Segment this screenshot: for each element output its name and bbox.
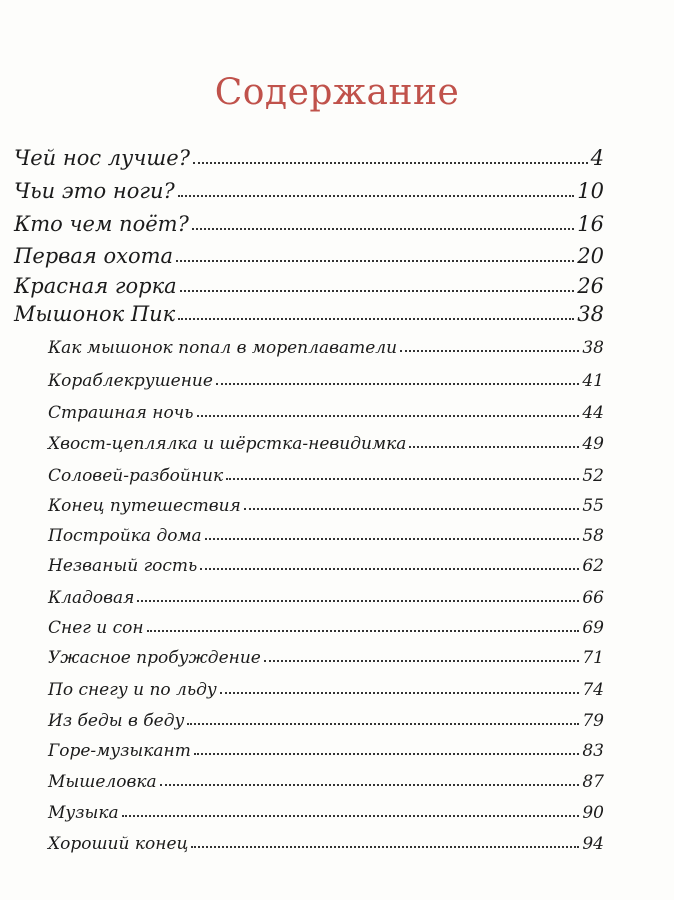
toc-entry-page-number: 55 xyxy=(582,496,604,516)
dot-leader xyxy=(200,568,579,570)
toc-entry xyxy=(48,424,604,454)
toc-entry xyxy=(48,824,604,854)
toc-entry-page-number: 71 xyxy=(582,648,604,668)
toc-entry-page-number: 74 xyxy=(582,680,604,700)
toc-entry-title: Хвост-цеплялка и шёрстка-невидимка xyxy=(48,434,407,454)
dot-leader xyxy=(400,350,579,352)
toc-entry xyxy=(14,296,604,326)
toc-entry xyxy=(14,206,604,236)
toc-entry-title: Как мышонок попал в мореплаватели xyxy=(48,338,398,358)
toc-entry xyxy=(14,173,604,203)
toc-entry xyxy=(48,546,604,576)
toc-entry-title: Кто чем поёт? xyxy=(14,212,189,236)
toc-entry-page-number: 62 xyxy=(582,556,604,576)
toc-entry-page-number: 90 xyxy=(582,803,604,823)
dot-leader xyxy=(226,478,579,480)
dot-leader xyxy=(122,815,580,817)
toc-entry xyxy=(48,608,604,638)
page-title: Содержание xyxy=(214,72,460,113)
toc-entry-title: Незваный гость xyxy=(48,556,198,576)
dot-leader xyxy=(176,260,574,262)
toc-entry-page-number: 20 xyxy=(577,244,604,268)
toc-entry xyxy=(48,393,604,423)
toc-entry-page-number: 52 xyxy=(582,466,604,486)
toc-entry-title: Чьи это ноги? xyxy=(14,179,175,203)
toc-entry-page-number: 16 xyxy=(577,212,604,236)
toc-entry xyxy=(14,268,604,298)
toc-entry xyxy=(48,516,604,546)
toc-entry xyxy=(48,486,604,516)
toc-entry-title: Мышеловка xyxy=(48,772,157,792)
dot-leader xyxy=(197,415,580,417)
toc-entry-page-number: 38 xyxy=(582,338,604,358)
dot-leader xyxy=(191,846,579,848)
toc-entry-title: Мышонок Пик xyxy=(14,302,176,326)
toc-entry xyxy=(48,793,604,823)
toc-entry xyxy=(48,731,604,761)
toc-entry-title: Соловей-разбойник xyxy=(48,466,224,486)
dot-leader xyxy=(220,692,580,694)
toc-entry-page-number: 26 xyxy=(577,274,604,298)
dot-leader xyxy=(244,508,580,510)
toc-entry-page-number: 58 xyxy=(582,526,604,546)
toc-entry-page-number: 41 xyxy=(582,371,604,391)
toc-entry-page-number: 79 xyxy=(582,711,604,731)
toc-entry-title: Конец путешествия xyxy=(48,496,241,516)
toc-entry-title: Снег и сон xyxy=(48,618,144,638)
toc-entry xyxy=(48,361,604,391)
toc-entry-title: Горе-музыкант xyxy=(48,741,191,761)
toc-entry-page-number: 4 xyxy=(590,146,604,170)
toc-entry-title: Ужасное пробуждение xyxy=(48,648,261,668)
toc-entry xyxy=(48,670,604,700)
toc-entry-page-number: 94 xyxy=(582,834,604,854)
toc-entry xyxy=(48,456,604,486)
dot-leader xyxy=(264,660,580,662)
toc-entry-title: Хороший конец xyxy=(48,834,189,854)
toc-entry-page-number: 66 xyxy=(582,588,604,608)
toc-entry-title: Страшная ночь xyxy=(48,403,194,423)
dot-leader xyxy=(147,630,580,632)
toc-entry-page-number: 87 xyxy=(582,772,604,792)
dot-leader xyxy=(409,446,579,448)
toc-entry xyxy=(48,762,604,792)
dot-leader xyxy=(137,600,579,602)
toc-entry-title: Постройка дома xyxy=(48,526,202,546)
dot-leader xyxy=(180,290,575,292)
dot-leader xyxy=(160,784,580,786)
toc-entry-page-number: 10 xyxy=(577,179,604,203)
dot-leader xyxy=(192,228,574,230)
toc-entry-title: Из беды в беду xyxy=(48,711,185,731)
dot-leader xyxy=(193,162,588,164)
toc-entry-page-number: 69 xyxy=(582,618,604,638)
toc-entry-title: Музыка xyxy=(48,803,119,823)
toc-entry-title: По снегу и по льду xyxy=(48,680,217,700)
toc-entry-title: Кораблекрушение xyxy=(48,371,213,391)
toc-entry xyxy=(14,238,604,268)
toc-entry xyxy=(48,328,604,358)
dot-leader xyxy=(216,383,579,385)
toc-entry-title: Кладовая xyxy=(48,588,135,608)
dot-leader xyxy=(194,753,580,755)
dot-leader xyxy=(205,538,580,540)
toc-entry xyxy=(48,701,604,731)
toc-entry-page-number: 38 xyxy=(577,302,604,326)
dot-leader xyxy=(187,723,579,725)
toc-entry-title: Первая охота xyxy=(14,244,174,268)
toc-entry xyxy=(48,578,604,608)
toc-entry-page-number: 49 xyxy=(582,434,604,454)
toc-entry xyxy=(14,140,604,170)
toc-entry xyxy=(48,638,604,668)
toc-entry-page-number: 44 xyxy=(582,403,604,423)
toc-entry-title: Красная горка xyxy=(14,274,177,298)
toc-entry-page-number: 83 xyxy=(582,741,604,761)
dot-leader xyxy=(178,318,574,320)
dot-leader xyxy=(178,195,575,197)
toc-entry-title: Чей нос лучше? xyxy=(14,146,190,170)
